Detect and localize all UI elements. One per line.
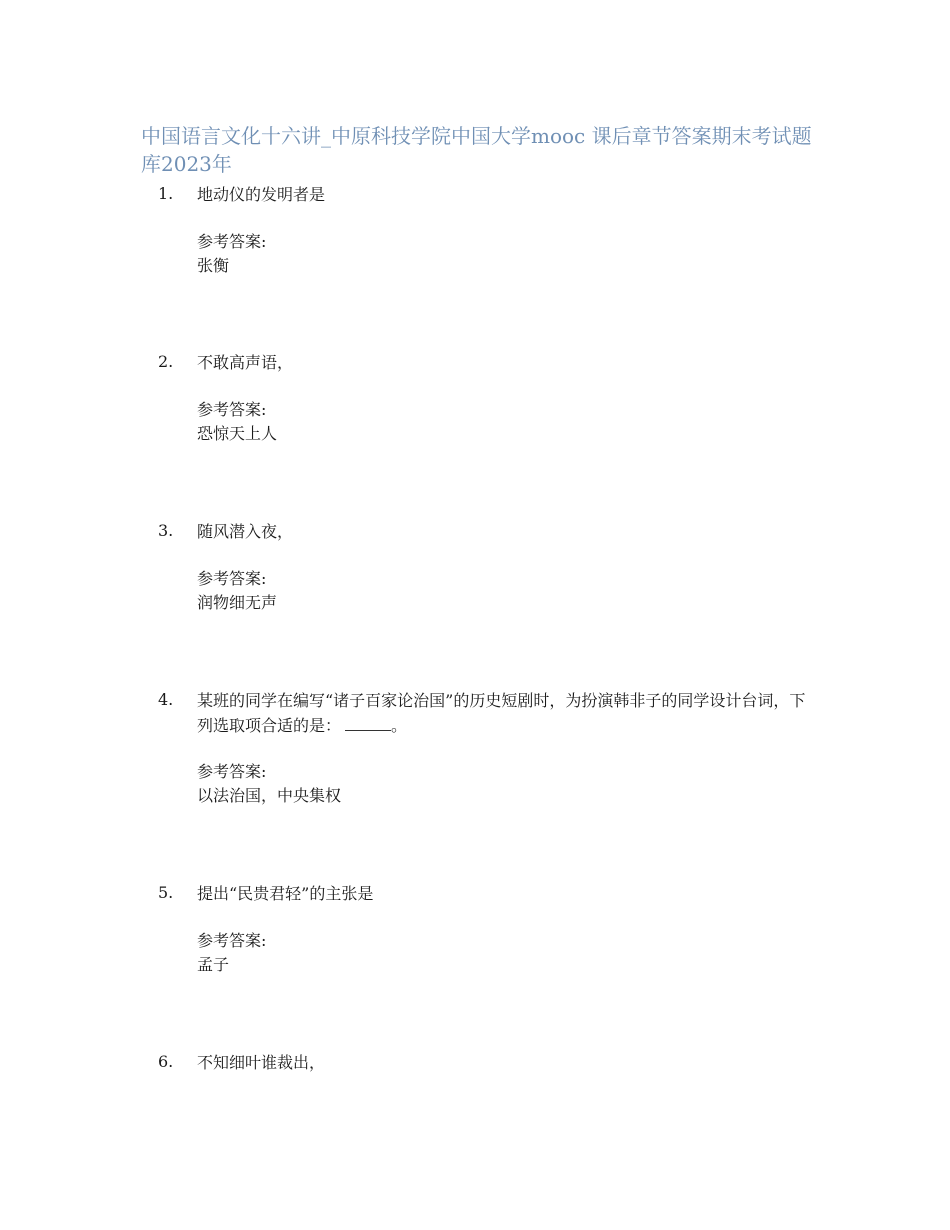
answer-value: 润物细无声 (197, 593, 278, 612)
answer-value: 孟子 (197, 955, 230, 974)
question-text: 地动仪的发明者是 (197, 185, 326, 204)
answer-label: 参考答案: (197, 569, 267, 588)
answer-value: 恐惊天上人 (197, 424, 278, 443)
question-text-wrapper (197, 688, 817, 738)
question-number: 6. (158, 1052, 174, 1071)
document-title: 中国语言文化十六讲_中原科技学院中国大学mooc 课后章节答案期末考试题库2023年 (141, 124, 812, 176)
question-text-end: 。 (391, 716, 408, 735)
question-number: 1. (158, 184, 174, 203)
question-number: 4. (158, 690, 174, 709)
answer-label: 参考答案: (197, 400, 267, 419)
answer-value: 以法治国，中央集权 (197, 786, 342, 805)
answer-label: 参考答案: (197, 232, 267, 251)
question-text: 随风潜入夜， (197, 522, 294, 541)
answer-label: 参考答案: (197, 931, 267, 950)
question-text: 不知细叶谁裁出， (197, 1053, 326, 1072)
question-number: 3. (158, 521, 174, 540)
question-number: 5. (158, 883, 174, 902)
answer-label: 参考答案: (197, 762, 267, 781)
fill-in-blank (345, 714, 391, 731)
answer-value: 张衡 (197, 256, 230, 275)
question-text: 某班的同学在编写“诸子百家论治国”的历史短剧时，为扮演韩非子的同学设计台词，下列选取项合适的是： (197, 691, 806, 735)
question-text: 提出“民贵君轻”的主张是 (197, 884, 374, 903)
question-number: 2. (158, 352, 174, 371)
question-text: 不敢高声语， (197, 353, 294, 372)
